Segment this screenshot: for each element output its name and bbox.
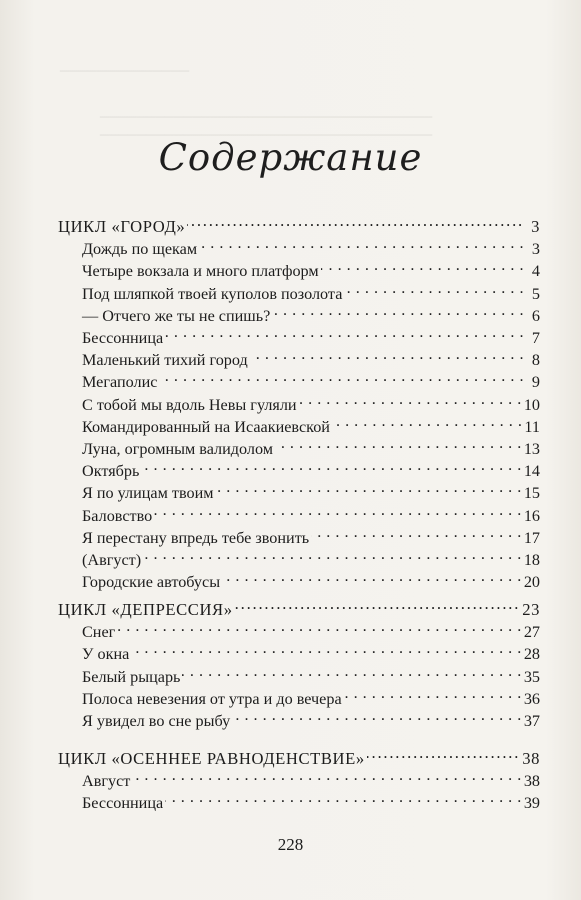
toc-entry: [82, 499, 540, 525]
toc-entry: [82, 682, 540, 708]
toc-entry-page: 4: [531, 262, 540, 281]
toc-entry-page: 17: [523, 528, 540, 547]
toc-entry-page: 15: [523, 484, 540, 503]
toc-entry-page: 38: [523, 772, 540, 791]
show-through-text: ▁▁▁▁▁▁▁▁▁▁▁▁▁▁▁▁▁▁▁▁▁▁▁▁▁▁▁▁▁▁▁▁▁▁▁▁: [100, 104, 433, 118]
contents-title: Содержание: [158, 136, 423, 179]
toc-entry-title: Городские автобусы: [82, 573, 221, 592]
toc-entry: [82, 786, 540, 813]
toc-entry-title: Баловство: [82, 506, 153, 525]
toc-section: [58, 593, 540, 619]
toc-entry-title: Под шляпкой твоей куполов позолота: [82, 284, 343, 303]
toc-entry-title: Я увидел во сне рыбу: [82, 712, 231, 730]
toc-entry-page: 39: [523, 794, 540, 813]
dot-leader: [272, 299, 524, 321]
dot-leader: [117, 615, 522, 637]
toc-entry: [82, 388, 540, 414]
toc-entry-title: С тобой мы вдоль Невы гуляли: [82, 395, 297, 414]
toc-entry: [82, 637, 540, 664]
toc-entry-title: Луна, огромным валидолом: [82, 440, 274, 458]
toc-entry-title: (Август): [82, 551, 142, 569]
toc-entry-page: 18: [523, 551, 540, 569]
dot-leader: [143, 543, 522, 565]
dot-leader: [321, 254, 524, 276]
toc-section: [58, 210, 540, 236]
dot-leader: [222, 565, 522, 587]
toc-entry: [82, 343, 540, 370]
dot-leader: [275, 432, 522, 454]
toc-entry-title: Октябрь: [82, 462, 140, 481]
dot-leader: [141, 454, 521, 476]
toc-entry: [82, 232, 540, 259]
dot-leader: [332, 410, 522, 432]
toc-entry-page: 36: [523, 689, 540, 708]
toc-entry-title: Командированный на Исаакиевской: [82, 417, 330, 436]
toc-entry-page: 11: [524, 417, 540, 436]
toc-entry-title: У окна: [82, 645, 130, 664]
toc-entry-page: 28: [523, 645, 540, 664]
toc-entry-title: Маленький тихий город: [82, 351, 248, 370]
dot-leader: [344, 682, 522, 704]
toc-entry-title: Мегаполис: [82, 373, 158, 392]
toc-entry: [82, 277, 540, 303]
dot-leader: [131, 637, 521, 659]
toc-entry: [82, 410, 540, 436]
toc-entry-page: 13: [523, 440, 540, 458]
toc-entry-title: Полоса невезения от утра и до вечера: [82, 689, 342, 708]
dot-leader: [165, 321, 524, 343]
page-number: 228: [277, 835, 304, 854]
toc-entry-title: — Отчего же ты не спишь?: [82, 306, 271, 325]
toc-section-page: 38: [522, 749, 540, 768]
dot-leader: [199, 232, 524, 254]
toc-entry: [82, 321, 540, 347]
toc-section-title: ЦИКЛ «ДЕПРЕССИЯ»: [58, 600, 233, 619]
toc-entry: [82, 615, 540, 642]
dot-leader: [367, 742, 520, 764]
toc-entry-page: 37: [523, 712, 540, 730]
toc-entry-page: 7: [531, 329, 540, 347]
toc-entry: [82, 254, 540, 281]
toc-entry-page: 10: [523, 395, 540, 414]
dot-leader: [311, 521, 522, 543]
toc-section: [58, 742, 540, 768]
toc-entry-page: 35: [523, 667, 540, 686]
dot-leader: [235, 593, 521, 615]
toc-entry-title: Я по улицам твоим: [82, 484, 214, 503]
toc-section-page: 23: [522, 600, 540, 619]
toc-section-page: 3: [531, 217, 540, 236]
toc-entry-page: 5: [531, 284, 540, 303]
toc-entry-page: 16: [523, 506, 540, 525]
toc-entry-page: 8: [531, 351, 540, 370]
dot-leader: [299, 388, 522, 410]
dot-leader: [154, 499, 522, 521]
dot-leader: [159, 365, 524, 387]
dot-leader: [165, 786, 522, 808]
toc-entry-page: 3: [531, 240, 540, 259]
toc-entry-page: 9: [531, 373, 540, 392]
toc-entry-title: Белый рыцарь: [82, 667, 181, 686]
dot-leader: [232, 704, 522, 726]
toc-entry: [82, 521, 540, 547]
toc-entry: [82, 764, 540, 791]
toc-entry-title: Август: [82, 772, 131, 791]
dot-leader: [250, 343, 524, 365]
toc-section-title: ЦИКЛ «ОСЕННЕЕ РАВНОДЕНСТВИЕ»: [58, 749, 365, 768]
dot-leader: [132, 764, 521, 786]
toc-entry: [82, 365, 540, 392]
toc-entry: [82, 660, 540, 686]
toc-entry: [82, 476, 540, 503]
toc-entry-title: Снег: [82, 623, 116, 642]
toc-entry-page: 20: [523, 573, 540, 592]
toc-entry: [82, 299, 540, 325]
toc-entry-title: Я перестану впредь тебе звонить: [82, 528, 310, 547]
toc-entry: [82, 543, 540, 569]
toc-entry-title: Бессонница: [82, 794, 164, 813]
dot-leader: [182, 660, 521, 682]
toc-entry-page: 6: [531, 306, 540, 325]
toc-section-title: ЦИКЛ «ГОРОД»: [58, 217, 186, 236]
dot-leader: [216, 476, 522, 498]
toc-entry-title: Четыре вокзала и много платформ: [82, 262, 319, 281]
show-through-text: ▁▁▁▁▁▁▁▁▁▁▁▁▁▁: [60, 58, 190, 72]
toc-entry-title: Бессонница: [82, 329, 164, 347]
toc-entry-page: 14: [523, 462, 540, 481]
toc-entry: [82, 454, 540, 481]
toc-entry: [82, 704, 540, 730]
toc-entry-page: 27: [523, 623, 540, 642]
show-through-text: ▁▁▁▁▁▁▁▁▁▁▁▁▁▁▁▁▁▁▁▁▁▁▁▁▁▁▁▁▁▁▁▁▁▁▁▁: [100, 122, 433, 136]
toc-entry: [82, 432, 540, 458]
dot-leader: [187, 210, 524, 232]
toc-entry-title: Дождь по щекам: [82, 240, 198, 259]
dot-leader: [344, 277, 524, 299]
toc-entry: [82, 565, 540, 592]
